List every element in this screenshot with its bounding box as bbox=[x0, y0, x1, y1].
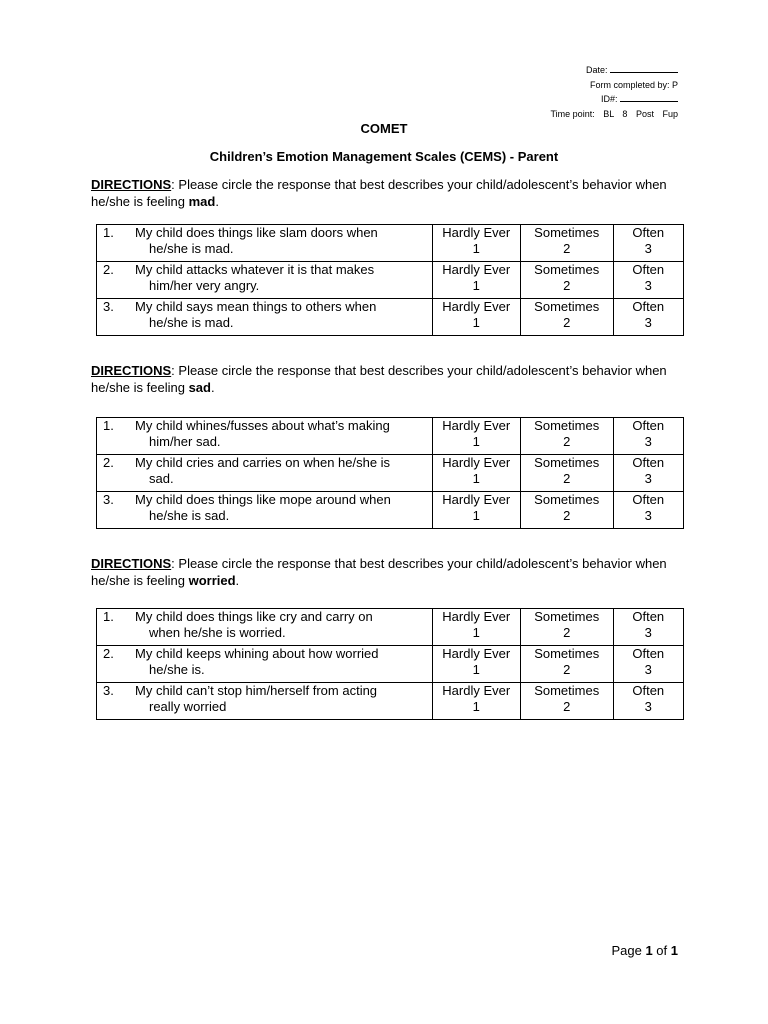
item-number: 2. bbox=[103, 455, 114, 470]
option-label: Often bbox=[632, 418, 665, 433]
date-field bbox=[478, 63, 678, 78]
item-question bbox=[97, 646, 433, 683]
item-number: 3. bbox=[103, 492, 114, 507]
item-number: 2. bbox=[103, 262, 114, 277]
option-value: 1 bbox=[472, 241, 480, 256]
directions-text: : Please circle the response that best describes your child/adolescent’s behavior when he/she is feeling bbox=[91, 363, 667, 395]
option-label: Often bbox=[632, 646, 665, 661]
time-point-8[interactable]: 8 bbox=[622, 108, 628, 119]
option-value: 2 bbox=[563, 315, 571, 330]
item-row bbox=[97, 225, 684, 262]
option-label: Often bbox=[632, 262, 665, 277]
page-number: 1 bbox=[645, 943, 653, 958]
response-option-3[interactable] bbox=[613, 609, 683, 646]
item-text-line2: he/she is mad. bbox=[149, 315, 234, 330]
directions-end: . bbox=[215, 194, 219, 209]
option-label: Sometimes bbox=[534, 262, 600, 277]
option-value: 3 bbox=[644, 699, 652, 714]
response-option-2[interactable] bbox=[520, 609, 613, 646]
option-value: 2 bbox=[563, 699, 571, 714]
option-value: 2 bbox=[563, 241, 571, 256]
option-value: 3 bbox=[644, 315, 652, 330]
item-text-line1: My child cries and carries on when he/she is bbox=[135, 455, 391, 470]
directions-label: DIRECTIONS bbox=[91, 363, 172, 378]
item-number: 1. bbox=[103, 418, 114, 433]
response-option-1[interactable] bbox=[432, 225, 520, 262]
response-option-2[interactable] bbox=[520, 646, 613, 683]
page-footer bbox=[611, 943, 678, 958]
directions-worried bbox=[91, 555, 691, 589]
option-label: Hardly Ever bbox=[442, 455, 511, 470]
response-option-3[interactable] bbox=[613, 299, 684, 336]
option-value: 1 bbox=[472, 625, 480, 640]
id-label: ID#: bbox=[600, 94, 618, 104]
response-option-3[interactable] bbox=[613, 683, 683, 720]
option-label: Hardly Ever bbox=[442, 492, 511, 507]
emotion-word: worried bbox=[188, 573, 236, 588]
item-text-line2: really worried bbox=[149, 699, 227, 714]
document-title: COMET bbox=[360, 121, 408, 136]
directions-label: DIRECTIONS bbox=[91, 556, 172, 571]
option-value: 2 bbox=[563, 508, 571, 523]
response-option-1[interactable] bbox=[432, 492, 520, 529]
item-question bbox=[97, 225, 433, 262]
item-text-line1: My child does things like mope around when bbox=[135, 492, 391, 507]
item-text-line2: he/she is mad. bbox=[149, 241, 234, 256]
option-value: 3 bbox=[644, 434, 652, 449]
form-header bbox=[478, 63, 678, 121]
date-label: Date: bbox=[585, 65, 608, 75]
response-option-3[interactable] bbox=[613, 455, 684, 492]
directions-mad bbox=[91, 176, 691, 210]
response-option-1[interactable] bbox=[432, 299, 520, 336]
option-value: 3 bbox=[644, 662, 652, 677]
response-option-2[interactable] bbox=[520, 262, 613, 299]
response-option-1[interactable] bbox=[432, 683, 520, 720]
response-option-3[interactable] bbox=[613, 418, 684, 455]
item-text-line2: sad. bbox=[149, 471, 174, 486]
items-table-sad bbox=[96, 417, 684, 529]
item-text-line1: My child does things like cry and carry on bbox=[135, 609, 373, 624]
option-label: Often bbox=[632, 225, 665, 240]
option-label: Hardly Ever bbox=[442, 609, 511, 624]
item-number: 3. bbox=[103, 299, 114, 314]
item-row bbox=[97, 609, 684, 646]
item-question bbox=[97, 455, 433, 492]
directions-text: : Please circle the response that best describes your child/adolescent’s behavior when he/she is feeling bbox=[91, 556, 667, 588]
item-question bbox=[97, 609, 433, 646]
option-label: Sometimes bbox=[534, 492, 600, 507]
emotion-word: sad bbox=[188, 380, 211, 395]
item-text-line2: he/she is sad. bbox=[149, 508, 230, 523]
document-subtitle: Children’s Emotion Management Scales (CEMS) - Parent bbox=[209, 149, 559, 164]
item-text-line2: him/her sad. bbox=[149, 434, 221, 449]
response-option-1[interactable] bbox=[432, 609, 520, 646]
page-word: Page bbox=[611, 943, 642, 958]
time-point-fup[interactable]: Fup bbox=[662, 108, 678, 119]
item-row bbox=[97, 418, 684, 455]
item-row bbox=[97, 299, 684, 336]
option-label: Hardly Ever bbox=[442, 683, 511, 698]
option-value: 1 bbox=[472, 662, 480, 677]
directions-sad bbox=[91, 362, 691, 396]
item-text-line2: he/she is. bbox=[149, 662, 205, 677]
emotion-word: mad bbox=[188, 194, 216, 209]
directions-label: DIRECTIONS bbox=[91, 177, 172, 192]
option-value: 1 bbox=[472, 315, 480, 330]
item-question bbox=[97, 683, 433, 720]
item-text-line1: My child attacks whatever it is that makes bbox=[135, 262, 375, 277]
option-label: Sometimes bbox=[534, 225, 600, 240]
directions-end: . bbox=[235, 573, 240, 588]
response-option-3[interactable] bbox=[613, 492, 684, 529]
option-label: Sometimes bbox=[534, 299, 600, 314]
option-label: Sometimes bbox=[534, 455, 600, 470]
option-value: 3 bbox=[644, 471, 652, 486]
item-text-line1: My child keeps whining about how worried bbox=[135, 646, 379, 661]
item-question bbox=[97, 492, 433, 529]
response-option-2[interactable] bbox=[520, 225, 613, 262]
option-value: 2 bbox=[563, 662, 571, 677]
item-row bbox=[97, 262, 684, 299]
response-option-1[interactable] bbox=[432, 418, 520, 455]
response-option-2[interactable] bbox=[520, 418, 613, 455]
item-text-line1: My child does things like slam doors when bbox=[135, 225, 378, 240]
response-option-1[interactable] bbox=[432, 455, 520, 492]
option-value: 3 bbox=[644, 241, 652, 256]
directions-end: . bbox=[210, 380, 215, 395]
response-option-1[interactable] bbox=[432, 262, 520, 299]
item-row bbox=[97, 646, 684, 683]
option-value: 3 bbox=[644, 625, 652, 640]
option-value: 2 bbox=[563, 278, 571, 293]
option-label: Hardly Ever bbox=[442, 418, 511, 433]
option-value: 2 bbox=[563, 625, 571, 640]
item-number: 3. bbox=[103, 683, 114, 698]
option-label: Hardly Ever bbox=[442, 262, 511, 277]
item-number: 1. bbox=[103, 609, 114, 624]
item-question bbox=[97, 418, 433, 455]
form-completed-field bbox=[478, 78, 678, 93]
item-number: 1. bbox=[103, 225, 114, 240]
option-label: Hardly Ever bbox=[442, 225, 511, 240]
response-option-2[interactable] bbox=[520, 492, 613, 529]
option-label: Sometimes bbox=[534, 418, 600, 433]
option-value: 1 bbox=[472, 278, 480, 293]
page-total: 1 bbox=[670, 943, 678, 958]
time-point-post[interactable]: Post bbox=[635, 108, 654, 119]
response-option-3[interactable] bbox=[613, 225, 684, 262]
option-label: Sometimes bbox=[534, 609, 600, 624]
response-option-3[interactable] bbox=[613, 262, 684, 299]
option-value: 1 bbox=[472, 508, 480, 523]
option-value: 1 bbox=[472, 471, 480, 486]
item-number: 2. bbox=[103, 646, 114, 661]
option-value: 3 bbox=[644, 278, 652, 293]
item-text-line2: him/her very angry. bbox=[149, 278, 260, 293]
option-label: Often bbox=[632, 492, 665, 507]
option-value: 1 bbox=[472, 434, 480, 449]
response-option-2[interactable] bbox=[520, 683, 613, 720]
item-question bbox=[97, 262, 433, 299]
option-label: Often bbox=[632, 455, 665, 470]
items-table-mad bbox=[96, 224, 684, 336]
id-blank[interactable] bbox=[620, 92, 678, 102]
option-label: Often bbox=[632, 609, 665, 624]
option-value: 1 bbox=[472, 699, 480, 714]
item-text-line2: when he/she is worried. bbox=[149, 625, 286, 640]
items-table-worried bbox=[96, 608, 684, 720]
item-text-line1: My child says mean things to others when bbox=[135, 299, 377, 314]
option-label: Hardly Ever bbox=[442, 646, 511, 661]
option-label: Sometimes bbox=[534, 683, 600, 698]
item-row bbox=[97, 492, 684, 529]
item-question bbox=[97, 299, 433, 336]
option-label: Sometimes bbox=[534, 646, 600, 661]
option-label: Often bbox=[632, 683, 665, 698]
response-option-2[interactable] bbox=[520, 455, 613, 492]
response-option-3[interactable] bbox=[613, 646, 683, 683]
response-option-2[interactable] bbox=[520, 299, 613, 336]
item-row bbox=[97, 683, 684, 720]
option-label: Often bbox=[632, 299, 665, 314]
item-text-line1: My child can’t stop him/herself from acting bbox=[135, 683, 378, 698]
response-option-1[interactable] bbox=[432, 646, 520, 683]
time-point-bl[interactable]: BL bbox=[603, 108, 614, 119]
option-value: 2 bbox=[563, 434, 571, 449]
time-point-field bbox=[478, 107, 678, 122]
item-row bbox=[97, 455, 684, 492]
id-field bbox=[478, 92, 678, 107]
time-point-label: Time point: bbox=[550, 108, 595, 119]
form-completed-label: Form completed by: P bbox=[589, 79, 678, 90]
option-label: Hardly Ever bbox=[442, 299, 511, 314]
option-value: 2 bbox=[563, 471, 571, 486]
directions-text: : Please circle the response that best describes your child/adolescent’s behavior when he/she is feeling bbox=[91, 177, 667, 209]
of-word: of bbox=[656, 943, 668, 958]
option-value: 3 bbox=[644, 508, 652, 523]
item-text-line1: My child whines/fusses about what’s making bbox=[135, 418, 390, 433]
date-blank[interactable] bbox=[610, 63, 678, 73]
